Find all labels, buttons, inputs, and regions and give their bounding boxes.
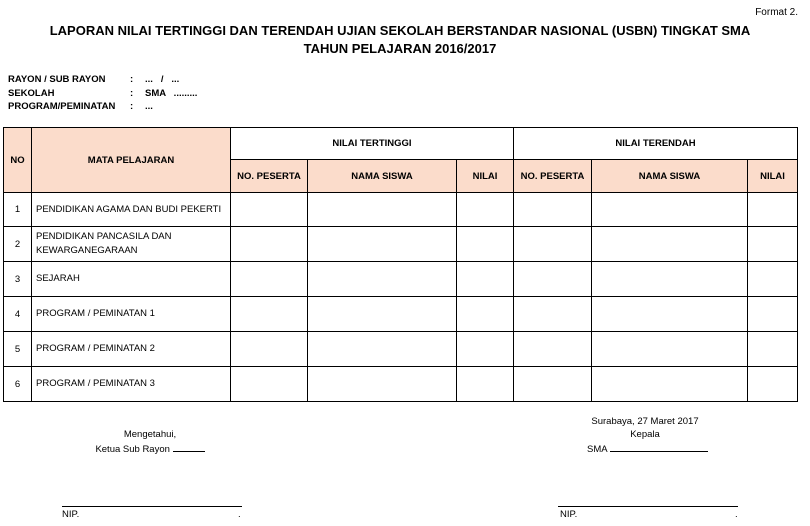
signature-right: [560, 415, 730, 456]
meta-row-rayon: [8, 73, 197, 87]
header-subject: MATA PELAJARAN: [32, 128, 231, 193]
cell-empty: [457, 367, 514, 402]
cell-empty: [514, 332, 592, 367]
header-highest: NILAI TERTINGGI: [231, 128, 514, 160]
cell-empty: [308, 193, 457, 227]
cell-empty: [457, 227, 514, 262]
place-date: Surabaya, 27 Maret 2017: [591, 416, 699, 427]
subject-line: PROGRAM / PEMINATAN 2: [36, 343, 155, 354]
row-subject: [32, 193, 231, 227]
row-number: 6: [4, 367, 32, 402]
nip-dot-right: .: [735, 509, 738, 520]
row-subject: [32, 297, 231, 332]
header-score: NILAI: [748, 160, 798, 193]
header-score: NILAI: [457, 160, 514, 193]
cell-empty: [231, 332, 308, 367]
meta-label: RAYON / SUB RAYON: [8, 74, 106, 85]
table-row: [4, 262, 798, 297]
format-label: Format 2.: [755, 7, 798, 18]
cell-empty: [592, 262, 748, 297]
row-subject: [32, 227, 231, 262]
cell-empty: [514, 193, 592, 227]
row-subject: [32, 262, 231, 297]
row-number: 3: [4, 262, 32, 297]
nip-dot-left: .: [238, 509, 241, 520]
cell-empty: [308, 262, 457, 297]
meta-row-program: [8, 100, 197, 114]
subject-line: PROGRAM / PEMINATAN 1: [36, 308, 155, 319]
header-student-name: NAMA SISWA: [592, 160, 748, 193]
header-row-1: [4, 128, 798, 160]
cell-empty: [308, 227, 457, 262]
signature-left: [90, 428, 210, 456]
header-lowest: NILAI TERENDAH: [514, 128, 798, 160]
cell-empty: [457, 332, 514, 367]
principal-role: Kepala: [630, 429, 660, 440]
table-row: [4, 367, 798, 402]
score-table: [3, 127, 798, 402]
cell-empty: [748, 227, 798, 262]
cell-empty: [592, 367, 748, 402]
cell-empty: [308, 332, 457, 367]
row-number: 5: [4, 332, 32, 367]
subject-line: SEJARAH: [36, 273, 80, 284]
cell-empty: [308, 367, 457, 402]
document-title: [0, 22, 800, 58]
header-participant-no: NO. PESERTA: [514, 160, 592, 193]
row-subject: [32, 367, 231, 402]
meta-label: SEKOLAH: [8, 87, 55, 99]
row-number: 4: [4, 297, 32, 332]
cell-empty: [457, 193, 514, 227]
cell-empty: [457, 297, 514, 332]
header-no: NO: [4, 128, 32, 193]
cell-empty: [748, 297, 798, 332]
meta-value: ... / ...: [145, 74, 180, 85]
meta-row-sekolah: [8, 87, 197, 101]
nip-line-left: [62, 506, 242, 507]
table-row: [4, 297, 798, 332]
cell-empty: [592, 193, 748, 227]
cell-empty: [514, 227, 592, 262]
row-number: 2: [4, 227, 32, 262]
cell-empty: [231, 193, 308, 227]
subject-line: KEWARGANEGARAAN: [36, 245, 138, 256]
table-row: [4, 227, 798, 262]
meta-value: SMA .........: [145, 87, 198, 99]
nip-line-right: [558, 506, 738, 507]
cell-empty: [231, 297, 308, 332]
school-line: [560, 441, 730, 456]
sub-rayon-head-label: Ketua Sub Rayon: [95, 444, 170, 455]
meta-value: ...: [145, 101, 153, 112]
subject-line: PENDIDIKAN AGAMA DAN BUDI PEKERTI: [36, 203, 222, 215]
meta-info: [8, 73, 197, 114]
acknowledged-label: Mengetahui,: [123, 429, 177, 440]
cell-empty: [514, 367, 592, 402]
nip-label-left: NIP.: [62, 509, 80, 520]
cell-empty: [231, 367, 308, 402]
meta-colon: :: [130, 74, 134, 85]
row-subject: [32, 332, 231, 367]
title-line-1: LAPORAN NILAI TERTINGGI DAN TERENDAH UJIAN SEKOLAH BERSTANDAR NASIONAL (USBN) TINGKAT SMA: [49, 23, 751, 38]
sub-rayon-head-line: [90, 441, 210, 456]
subject-line: PENDIDIKAN PANCASILA DAN: [36, 231, 172, 242]
title-line-2: TAHUN PELAJARAN 2016/2017: [303, 41, 497, 56]
subject-line: PROGRAM / PEMINATAN 3: [36, 378, 155, 389]
cell-empty: [457, 262, 514, 297]
meta-label: PROGRAM/PEMINATAN: [8, 101, 116, 112]
school-underline: [610, 441, 708, 452]
cell-empty: [748, 367, 798, 402]
meta-colon: :: [130, 101, 134, 112]
cell-empty: [592, 297, 748, 332]
cell-empty: [514, 262, 592, 297]
cell-empty: [748, 332, 798, 367]
cell-empty: [748, 262, 798, 297]
cell-empty: [592, 227, 748, 262]
header-student-name: NAMA SISWA: [308, 160, 457, 193]
table-row: [4, 332, 798, 367]
table-row: [4, 193, 798, 227]
school-label: SMA: [587, 444, 608, 455]
header-participant-no: NO. PESERTA: [231, 160, 308, 193]
nip-label-right: NIP.: [560, 509, 578, 520]
cell-empty: [308, 297, 457, 332]
cell-empty: [748, 193, 798, 227]
signature-underline: [173, 441, 205, 452]
cell-empty: [231, 262, 308, 297]
cell-empty: [231, 227, 308, 262]
row-number: 1: [4, 193, 32, 227]
cell-empty: [592, 332, 748, 367]
cell-empty: [514, 297, 592, 332]
meta-colon: :: [130, 87, 134, 99]
